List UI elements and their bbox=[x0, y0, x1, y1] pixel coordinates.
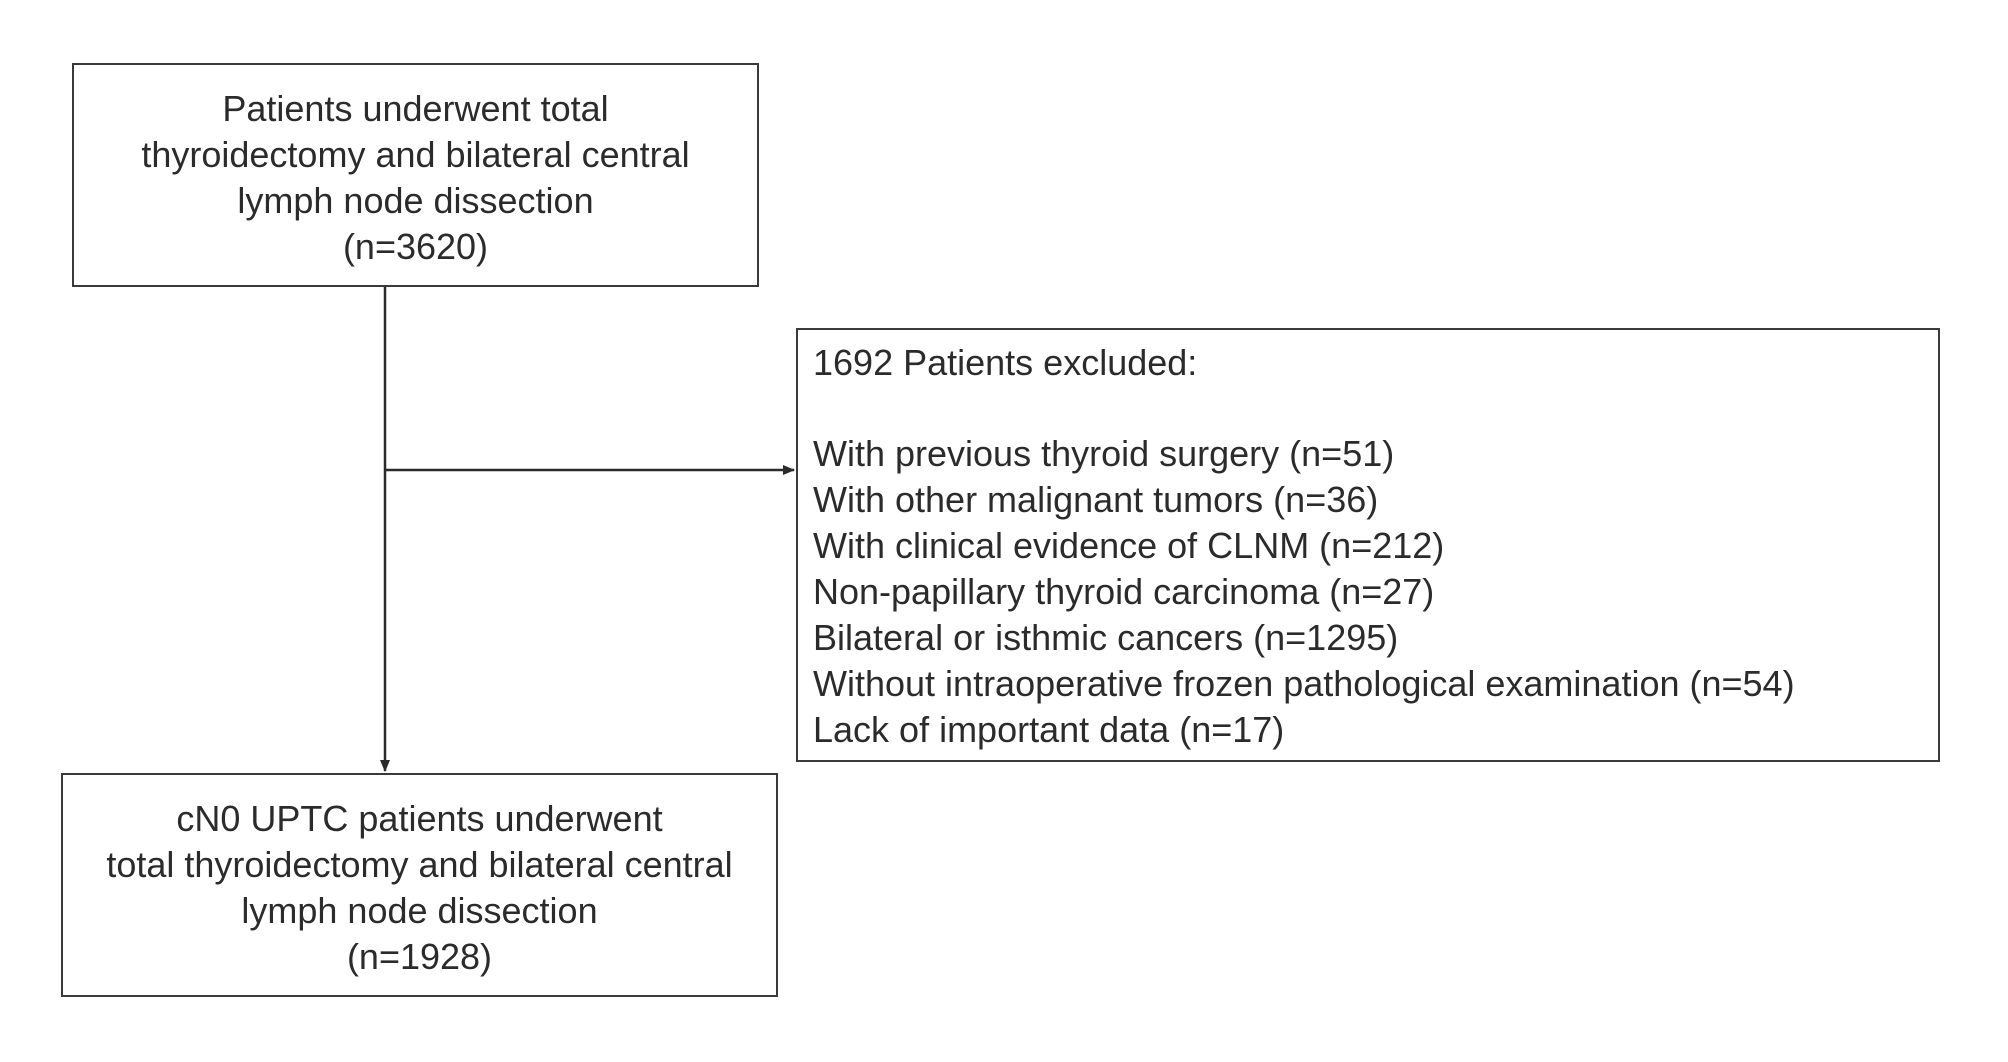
exclusion-item: With previous thyroid surgery (n=51) bbox=[813, 433, 1395, 474]
initial-cohort-line-3: lymph node dissection bbox=[237, 180, 594, 221]
initial-cohort-box bbox=[72, 63, 759, 287]
exclusion-item: With other malignant tumors (n=36) bbox=[813, 479, 1379, 520]
final-cohort-line-2: total thyroidectomy and bilateral central bbox=[106, 844, 733, 885]
exclusion-item: Non-papillary thyroid carcinoma (n=27) bbox=[813, 571, 1435, 612]
exclusion-list bbox=[813, 431, 1795, 753]
initial-cohort-line-2: thyroidectomy and bilateral central bbox=[141, 134, 690, 175]
exclusion-item: Bilateral or isthmic cancers (n=1295) bbox=[813, 617, 1399, 658]
exclusion-item: With clinical evidence of CLNM (n=212) bbox=[813, 525, 1445, 566]
exclusion-item: Lack of important data (n=17) bbox=[813, 709, 1285, 750]
final-cohort-line-3: lymph node dissection bbox=[241, 890, 598, 931]
initial-cohort-line-1: Patients underwent total bbox=[222, 88, 609, 129]
final-cohort-box bbox=[61, 773, 778, 997]
exclusion-item: Without intraoperative frozen pathological examination (n=54) bbox=[813, 663, 1795, 704]
final-cohort-count: (n=1928) bbox=[346, 936, 493, 977]
final-cohort-line-1: cN0 UPTC patients underwent bbox=[176, 798, 663, 839]
exclusion-title: 1692 Patients excluded: bbox=[813, 342, 1198, 383]
initial-cohort-count: (n=3620) bbox=[342, 226, 489, 267]
exclusion-box bbox=[796, 328, 1940, 762]
